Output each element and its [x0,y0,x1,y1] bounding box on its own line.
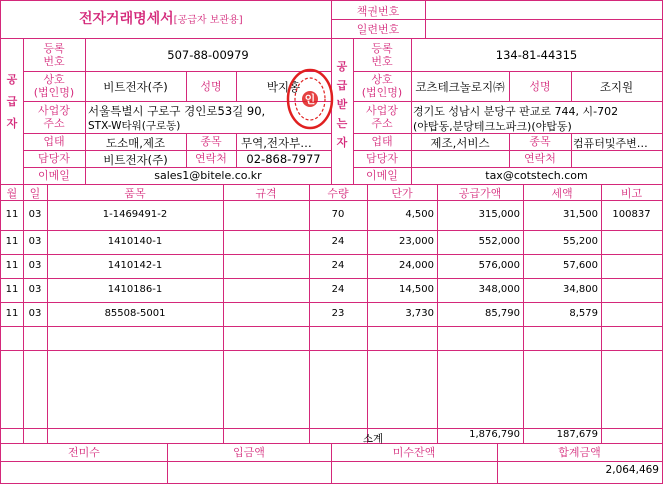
buyer-address-line1: 경기도 성남시 분당구 판교로 744, 시-702 [413,105,619,118]
row2-qty: 24 [331,236,345,247]
row1-price: 4,500 [405,209,434,220]
title-text: 전자거래명세서 [79,11,174,27]
serial-no-value [426,21,662,37]
supplier-biz-item: 무역,전자부… [241,136,312,150]
supplier-reg-no: 507-88-00979 [167,48,249,62]
supplier-address-line1: 서울특별시 구로구 경인로53길 90, [88,104,266,118]
row1-month: 11 [5,209,19,220]
prev-balance-label: 전미수 [68,446,100,459]
supplier-side-label: 공 급 자 [6,73,18,130]
total-value: 2,064,469 [605,464,659,476]
buyer-address-line2: (야탑동,분당테크노파크)(야탑동) [413,120,572,133]
buyer-email: tax@cotstech.com [485,169,588,182]
supplier-phone-label: 연락처 [195,152,227,165]
buyer-email-label: 이메일 [366,169,398,182]
buyer-name-label: 성명 [529,80,551,93]
supplier-address-label: 사업장 주소 [38,104,70,130]
supplier-manager: 비트전자(주) [103,153,168,167]
row5-price: 3,730 [405,308,434,319]
buyer-reg-no-label: 등록 번호 [371,42,393,68]
buyer-biz-item-label: 종목 [529,135,551,148]
row2-tax: 55,200 [563,236,598,247]
col-month: 월 [6,187,18,200]
title-subtitle: [공급자 보관용] [173,15,243,26]
supplier-biz-type: 도소매,제조 [105,136,166,150]
row1-qty: 70 [331,209,345,220]
row3-day: 03 [28,260,42,271]
row2-item: 1410140-1 [107,236,163,247]
supplier-company-label: 상호 (법인명) [33,73,75,99]
row5-supply: 85,790 [485,308,520,319]
row5-item: 85508-5001 [104,308,166,319]
row2-day: 03 [28,236,42,247]
col-tax: 세액 [551,187,573,200]
row3-item: 1410142-1 [107,260,163,271]
row3-qty: 24 [331,260,345,271]
row5-day: 03 [28,308,42,319]
supplier-manager-label: 담당자 [38,152,70,165]
row1-supply: 315,000 [478,209,520,220]
row1-item: 1-1469491-2 [102,209,168,220]
row4-supply: 348,000 [478,284,520,295]
col-spec: 규격 [255,187,277,200]
col-supply: 공급가액 [458,187,502,200]
buyer-manager-label: 담당자 [366,152,398,165]
buyer-biz-item: 컴퓨터및주변… [573,137,648,150]
row5-qty: 23 [331,308,345,319]
row3-supply: 576,000 [478,260,520,271]
row4-tax: 34,800 [563,284,598,295]
row4-month: 11 [5,284,19,295]
supplier-email-label: 이메일 [38,169,70,182]
buyer-phone-label: 연락처 [524,152,556,165]
row5-month: 11 [5,308,19,319]
row2-supply: 552,000 [478,236,520,247]
book-no-label: 책권번호 [356,5,400,18]
subtotal-label: 소계 [362,433,384,445]
row3-tax: 57,600 [563,260,598,271]
col-price: 단가 [391,187,413,200]
buyer-biz-type-label: 업태 [371,135,393,148]
buyer-side-label: 공 급 받 는 자 [336,60,348,149]
supplier-name-label: 성명 [200,80,222,93]
buyer-reg-no: 134-81-44315 [495,48,578,62]
supplier-biz-type-label: 업태 [43,135,65,148]
buyer-company-label: 상호 (법인명) [361,73,403,99]
row1-note: 100837 [612,209,651,220]
supplier-email: sales1@bitele.co.kr [154,169,262,182]
col-qty: 수량 [327,187,349,200]
supplier-reg-no-label: 등록 번호 [43,42,65,68]
row5-tax: 8,579 [569,308,598,319]
buyer-address-label: 사업장 주소 [366,104,398,130]
seal-text: 인 [304,93,316,106]
row4-item: 1410186-1 [107,284,163,295]
total-label: 합계금액 [558,446,601,459]
col-item: 품목 [124,187,146,200]
buyer-representative: 조지원 [599,80,634,94]
subtotal-tax: 187,679 [556,429,598,440]
supplier-biz-item-label: 종목 [200,135,222,148]
payment-label: 입금액 [233,446,265,459]
col-note: 비고 [620,187,643,200]
row4-day: 03 [28,284,42,295]
row4-price: 14,500 [399,284,434,295]
buyer-company: 코츠테크놀로지㈜ [415,80,505,94]
row3-month: 11 [5,260,19,271]
row1-day: 03 [28,209,42,220]
buyer-biz-type: 제조,서비스 [430,136,490,150]
col-day: 일 [29,187,41,200]
supplier-phone: 02-868-7977 [246,152,321,166]
row2-month: 11 [5,236,19,247]
subtotal-supply: 1,876,790 [469,429,520,440]
supplier-company: 비트전자(주) [103,80,168,94]
book-no-value [426,3,662,19]
supplier-representative: 박지홍 [266,80,301,94]
supplier-address-line2: STX-W타워(구로동) [88,120,181,132]
document-title [79,8,329,28]
company-seal-stamp [285,67,335,131]
balance-label: 미수잔액 [392,446,436,459]
serial-no-label: 일련번호 [356,23,400,36]
row1-tax: 31,500 [563,209,598,220]
row4-qty: 24 [331,284,345,295]
row3-price: 24,000 [399,260,434,271]
row2-price: 23,000 [399,236,434,247]
